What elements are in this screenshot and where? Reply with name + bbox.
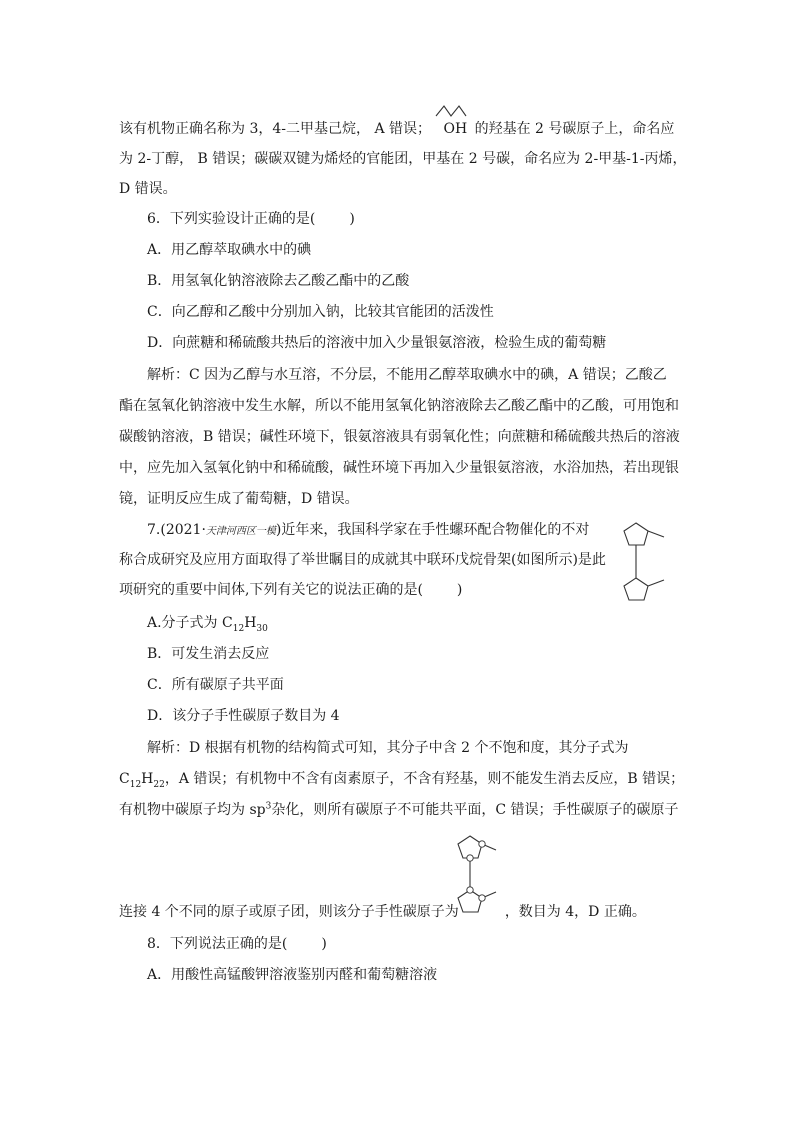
- hydroxyl-label: OH: [443, 121, 468, 137]
- q8-option-a: A．用酸性高锰酸钾溶液鉴别丙醛和葡萄糖溶液: [147, 967, 438, 983]
- continuation-line-3: D 错误。: [119, 181, 177, 197]
- q7-analysis-line-1: 解析：D 根据有机物的结构简式可知，其分子中含 2 个不饱和度，其分子式为: [147, 740, 629, 756]
- q7-stem-line-2: 称合成研究及应用方面取得了举世瞩目的成就其中联环戊烷骨架(如图所示)是此: [119, 552, 606, 568]
- q6-option-d: D．向蔗糖和稀硫酸共热后的溶液中加入少量银氨溶液，检验生成的葡萄糖: [147, 335, 607, 351]
- q6-option-c: C．向乙醇和乙酸中分别加入钠，比较其官能团的活泼性: [147, 304, 494, 320]
- q7-analysis-line-3: 有机物中碳原子均为 $sp^3$杂化，则所有碳原子不可能共平面，C 错误；手性碳原子的碳原子: [119, 801, 679, 818]
- continuation-line-1: 该有机物正确名称为 3，4-二甲基己烷， A 错误； OH 的羟基在 2 号碳原子上，命名应: [119, 121, 675, 137]
- q6-analysis-line-5: 镜，证明反应生成了葡萄糖，D 错误。: [119, 491, 359, 507]
- q7-analysis-line-4: 连接 4 个不同的原子或原子团，则该分子手性碳原子为 ，数目为 4，D 正确。: [119, 904, 646, 920]
- q8-stem: 8．下列说法正确的是( ): [147, 936, 327, 952]
- q7-stem-line-3: 项研究的重要中间体,下列有关它的说法正确的是( ): [119, 582, 463, 598]
- q7-option-d: D．该分子手性碳原子数目为 4: [147, 708, 340, 724]
- q6-analysis-line-2: 酯在氢氧化钠溶液中发生水解，所以不能用氢氧化钠溶液除去乙酸乙酯中的乙酸，可用饱和: [119, 398, 679, 414]
- butanol-skeleton-icon: [434, 102, 468, 120]
- q7-option-a: A.分子式为 $C_{12}H_{30}$: [147, 615, 268, 634]
- q6-analysis-line-1: 解析：C 因为乙醇与水互溶，不分层，不能用乙醇萃取碘水中的碘，A 错误；乙酸乙: [147, 367, 667, 383]
- q7-source: 天津河西区一模: [205, 526, 276, 537]
- q7-option-b: B．可发生消去反应: [147, 646, 270, 662]
- q7-analysis-line-2: $C_{12}H_{22}$，A 错误；有机物中不含有卤素原子，不含有羟基，则不能发生消去反应，B 错误；: [119, 771, 685, 790]
- q7-option-c: C．所有碳原子共平面: [147, 677, 284, 693]
- continuation-line-2: 为 2-丁醇， B 错误；碳碳双键为烯烃的官能团，甲基在 2 号碳，命名应为 2-甲基-1-丙烯，: [119, 151, 687, 167]
- bicyclopentane-structure-icon: [617, 518, 677, 606]
- q7-stem-line-1: 7.(2021·天津河西区一模)近年来，我国科学家在手性螺环配合物催化的不对: [147, 522, 590, 538]
- q6-option-a: A．用乙醇萃取碘水中的碘: [147, 242, 312, 258]
- q6-analysis-line-4: 中，应先加入氢氧化钠中和稀硫酸，碱性环境下再加入少量银氨溶液，水浴加热，若出现银: [119, 460, 679, 476]
- q6-option-b: B．用氢氧化钠溶液除去乙酸乙酯中的乙酸: [147, 273, 410, 289]
- q6-stem: 6．下列实验设计正确的是( ): [147, 211, 355, 227]
- q6-analysis-line-3: 碳酸钠溶液，B 错误；碱性环境下，银氨溶液具有弱氧化性；向蔗糖和稀硫酸共热后的溶液: [119, 429, 680, 445]
